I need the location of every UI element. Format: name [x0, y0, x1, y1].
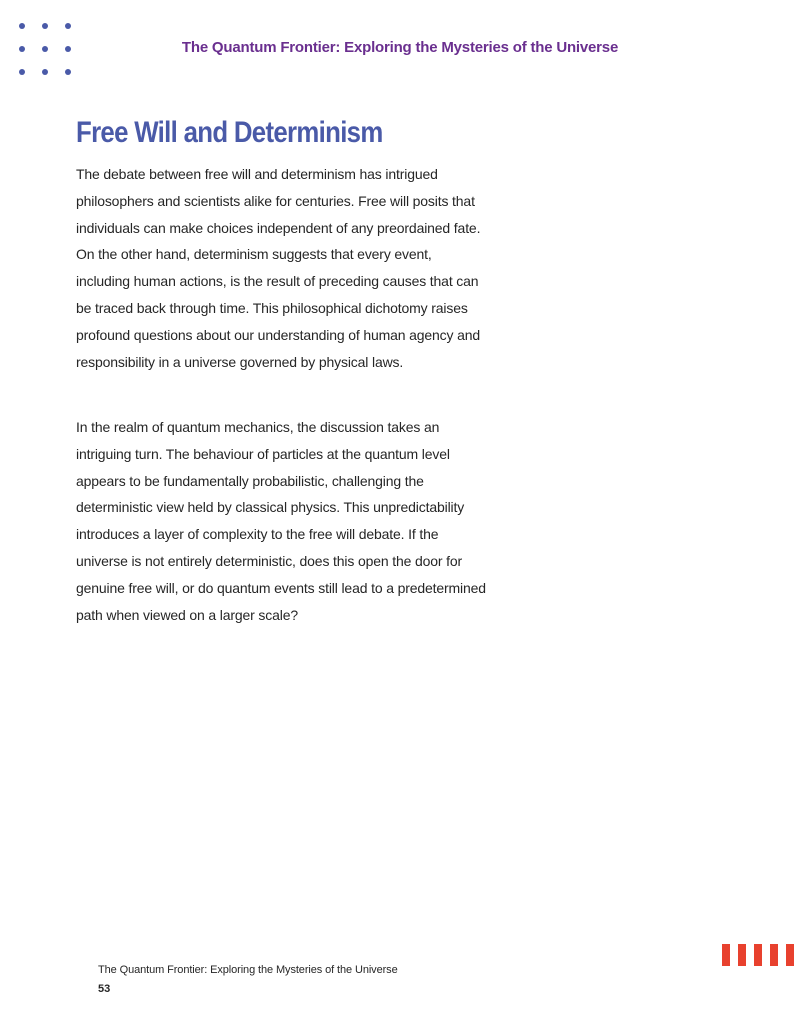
page-number: 53	[98, 983, 111, 995]
dot	[65, 23, 71, 29]
stripe	[770, 944, 778, 966]
footer-title: The Quantum Frontier: Exploring the Mysteries of the Universe	[98, 964, 398, 976]
body-paragraph-2: In the realm of quantum mechanics, the discussion takes an intriguing turn. The behaviour of particles at the quantum level appears to be fundamentally probabilistic, challenging the deterministic view held by classical physics. This unpredictability introduces a layer of complexity to the free will debate. If the universe is not entirely deterministic, does this open the door for genuine free will, or do quantum events still lead to a predetermined path when viewed on a larger scale?	[76, 419, 486, 623]
stripe	[722, 944, 730, 966]
running-header: The Quantum Frontier: Exploring the Mysteries of the Universe	[181, 39, 619, 56]
dot	[42, 23, 48, 29]
body-paragraph-1: The debate between free will and determinism has intrigued philosophers and scientists alike for centuries. Free will posits that individuals can make choices independent of any preordained fate. On the other hand, determinism suggests that every event, including human actions, is the result of preceding causes that can be traced back through time. This philosophical dichotomy raises profound questions about our understanding of human agency and responsibility in a universe governed by physical laws.	[76, 166, 481, 370]
stripe	[738, 944, 746, 966]
stripes-icon	[722, 944, 794, 966]
dot	[42, 69, 48, 75]
dot	[19, 69, 25, 75]
stripe	[786, 944, 794, 966]
dot	[19, 23, 25, 29]
page-title: Free Will and Determinism	[76, 116, 383, 149]
dot	[65, 69, 71, 75]
stripe	[754, 944, 762, 966]
